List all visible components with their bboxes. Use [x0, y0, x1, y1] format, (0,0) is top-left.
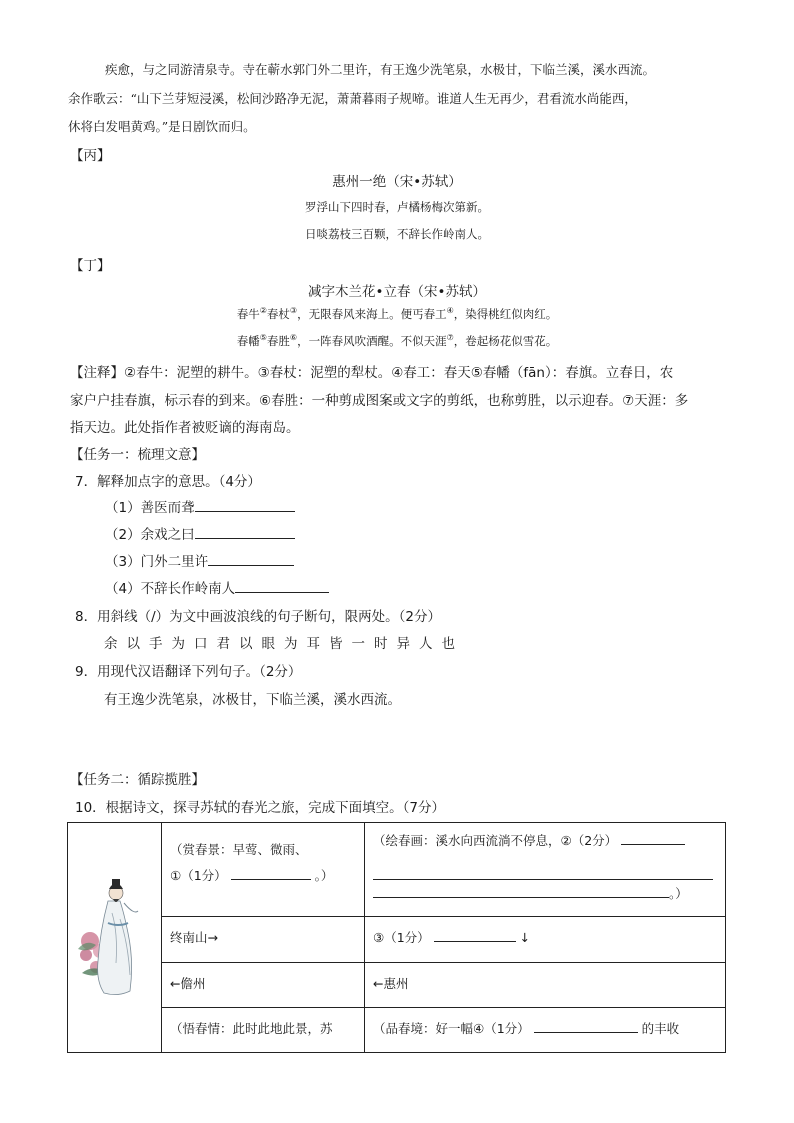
poem-line: 日啖荔枝三百颗，不辞长作岭南人。: [305, 227, 489, 241]
poem-title-bing: 惠州一绝（宋•苏轼）: [332, 174, 462, 190]
q7-item-3: （3）门外二里许: [105, 550, 294, 570]
understand-feeling-cell: （悟春情：此时此地此景，苏: [162, 1008, 365, 1053]
notes-line: 指天边。此处指作者被贬谪的海南岛。: [70, 420, 300, 436]
answer-blank[interactable]: [195, 497, 295, 512]
paint-spring-cell: （绘春画：溪水向西流淌不停息，②（2分） 。）: [365, 823, 726, 917]
q7-item-4: （4）不辞长作岭南人: [105, 577, 329, 597]
answer-blank-3[interactable]: [434, 927, 516, 942]
route-danzhou-cell: ←儋州: [162, 963, 365, 1008]
answer-blank-4[interactable]: [534, 1018, 638, 1033]
answer-blank-1[interactable]: [231, 865, 311, 880]
poem-title-ding: 减字木兰花•立春（宋•苏轼）: [308, 284, 486, 300]
q8-sentence: 余以手为口君以眼为耳皆一时异人也: [104, 636, 464, 652]
answer-line[interactable]: [373, 883, 669, 898]
notes-line: 家户户挂春旗，标示春的到来。⑥春胜：一种剪成图案或文字的剪纸，也称剪胜，以示迎春。⑦天涯：多: [70, 393, 689, 409]
journey-table: [67, 822, 726, 1053]
route-huizhou-cell: ←惠州: [365, 963, 726, 1008]
answer-line[interactable]: [373, 855, 713, 880]
passage-line: 疾愈，与之同游清泉寺。寺在蕲水郭门外二里许，有王逸少洗笔泉，水极甘，下临兰溪，溪水西流。: [105, 62, 656, 77]
q9-sentence: 有王逸少洗笔泉，冰极甘，下临兰溪，溪水西流。: [104, 692, 401, 708]
q7-item-1: （1）善医而聋: [105, 496, 295, 516]
route-start-cell: 终南山→: [162, 917, 365, 963]
answer-blank[interactable]: [195, 524, 295, 539]
route-blank-cell: ③（1分） ↓: [365, 917, 726, 963]
answer-blank-2[interactable]: [621, 830, 685, 845]
section-label-ding: 【丁】: [70, 258, 111, 274]
poem-line: 罗浮山下四时春，卢橘杨梅次第新。: [305, 200, 489, 214]
passage-line: 余作歌云：“山下兰芽短浸溪，松间沙路净无泥，萧萧暮雨子规啼。谁道人生无再少，君看流水尚能西，: [68, 91, 637, 106]
taste-realm-cell: （品春境：好一幅④（1分） 的丰收: [365, 1008, 726, 1053]
q10-stem: 10．根据诗文，探寻苏轼的春光之旅，完成下面填空。（7分）: [75, 800, 446, 816]
notes-line: 【注释】②春牛：泥塑的耕牛。③春杖：泥塑的犁杖。④春工：春天⑤春幡（fān）：春旗。立春日，农: [70, 365, 674, 381]
passage-line: 休将白发唱黄鸡。”是日剧饮而归。: [68, 119, 256, 134]
q8-stem: 8．用斜线（/）为文中画波浪线的句子断句，限两处。（2分）: [75, 609, 441, 625]
q7-stem: 7．解释加点字的意思。（4分）: [75, 474, 261, 490]
appreciate-scenery-cell: （赏春景：早莺、微雨、 ①（1分） 。）: [162, 823, 365, 917]
q9-stem: 9．用现代汉语翻译下列句子。（2分）: [75, 664, 302, 680]
answer-blank[interactable]: [235, 578, 329, 593]
task2-heading: 【任务二：循踪揽胜】: [70, 772, 205, 788]
task1-heading: 【任务一：梳理文意】: [70, 447, 205, 463]
portrait-cell: [68, 823, 162, 1053]
answer-blank[interactable]: [208, 551, 294, 566]
poem-line: 春幡⑤春胜⑥，一阵春风吹酒醒。不似天涯⑦，卷起杨花似雪花。: [236, 333, 558, 348]
poem-line: 春牛②春杖③，无限春风来海上。便丐春工④，染得桃红似肉红。: [236, 306, 558, 321]
q7-item-2: （2）余戏之曰: [105, 523, 295, 543]
su-shi-portrait-illustration: [68, 823, 161, 1049]
section-label-bing: 【丙】: [70, 148, 111, 164]
